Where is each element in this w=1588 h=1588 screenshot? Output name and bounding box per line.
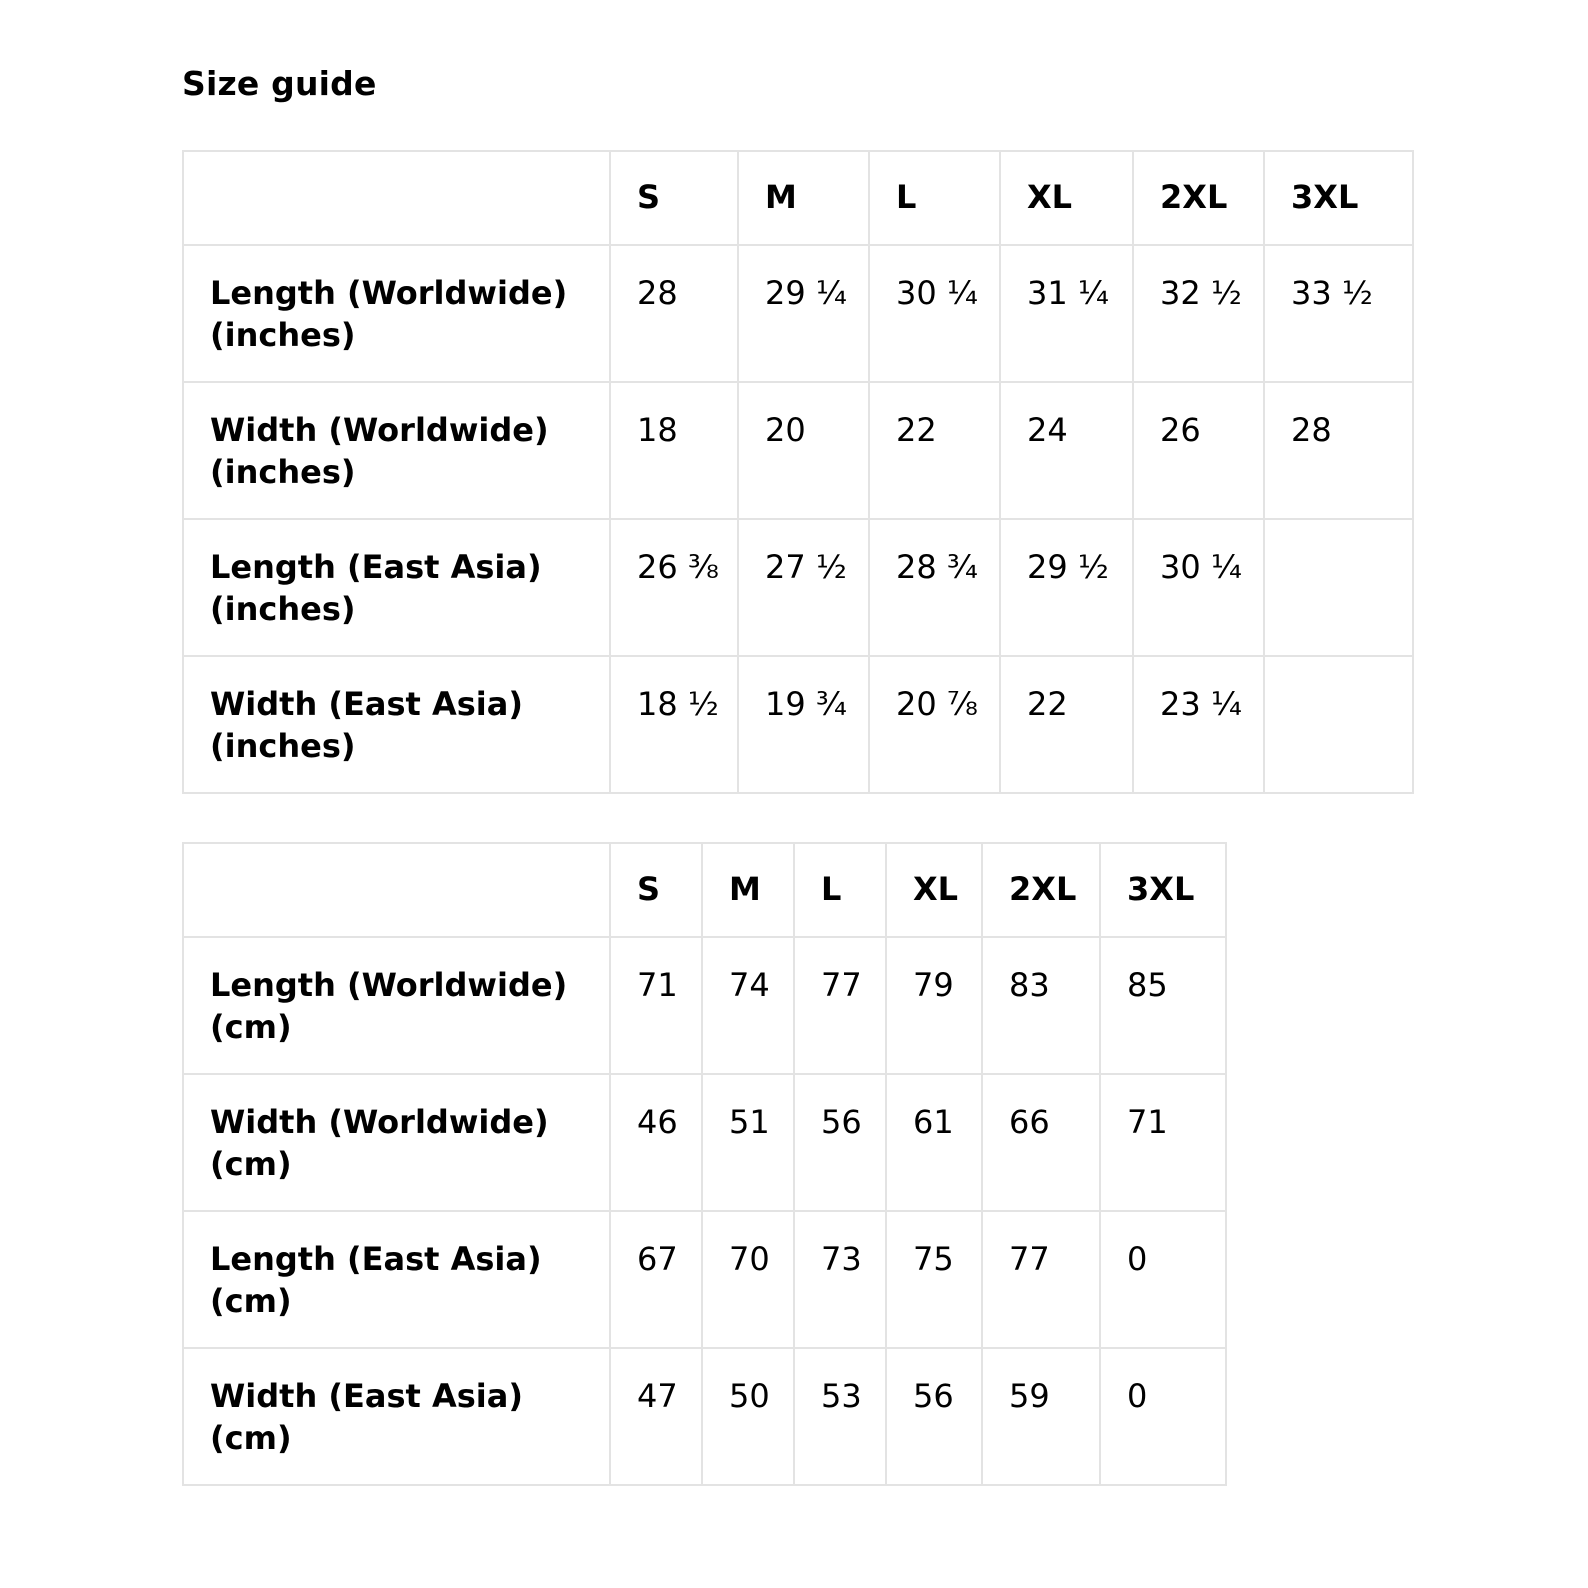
measurement-cell: 28 [1264, 382, 1413, 519]
row-label: Width (East Asia) (cm) [183, 1348, 610, 1485]
measurement-cell: 22 [1000, 656, 1133, 793]
size-header-cell: S [610, 843, 702, 937]
measurement-cell: 73 [794, 1211, 886, 1348]
row-label: Length (Worldwide) (cm) [183, 937, 610, 1074]
measurement-cell: 27 ½ [738, 519, 869, 656]
measurement-cell [1264, 656, 1413, 793]
table-row [183, 656, 1413, 793]
header-corner-cell [183, 843, 610, 937]
size-header-cell: S [610, 151, 738, 245]
table-row [183, 1348, 1226, 1485]
measurement-cell: 32 ½ [1133, 245, 1264, 382]
measurement-cell: 79 [886, 937, 982, 1074]
measurement-cell: 61 [886, 1074, 982, 1211]
table-row [183, 245, 1413, 382]
measurement-cell: 33 ½ [1264, 245, 1413, 382]
measurement-cell: 51 [702, 1074, 794, 1211]
measurement-cell: 77 [794, 937, 886, 1074]
table-row [183, 382, 1413, 519]
size-header-cell: XL [886, 843, 982, 937]
measurement-cell: 53 [794, 1348, 886, 1485]
table-header-row [183, 151, 1413, 245]
size-table-cm [182, 842, 1227, 1486]
page-title: Size guide [182, 64, 377, 103]
header-corner-cell [183, 151, 610, 245]
measurement-cell: 19 ¾ [738, 656, 869, 793]
measurement-cell: 18 [610, 382, 738, 519]
measurement-cell: 77 [982, 1211, 1100, 1348]
row-label: Width (East Asia) (inches) [183, 656, 610, 793]
measurement-cell: 20 ⅞ [869, 656, 1000, 793]
measurement-cell: 75 [886, 1211, 982, 1348]
size-header-cell: M [738, 151, 869, 245]
measurement-cell: 30 ¼ [869, 245, 1000, 382]
measurement-cell: 74 [702, 937, 794, 1074]
measurement-cell: 28 ¾ [869, 519, 1000, 656]
measurement-cell: 23 ¼ [1133, 656, 1264, 793]
size-header-cell: L [794, 843, 886, 937]
size-header-cell: 2XL [1133, 151, 1264, 245]
measurement-cell: 30 ¼ [1133, 519, 1264, 656]
size-header-cell: L [869, 151, 1000, 245]
measurement-cell: 31 ¼ [1000, 245, 1133, 382]
measurement-cell: 0 [1100, 1348, 1226, 1485]
measurement-cell: 47 [610, 1348, 702, 1485]
measurement-cell: 50 [702, 1348, 794, 1485]
table-row [183, 1074, 1226, 1211]
measurement-cell: 56 [886, 1348, 982, 1485]
measurement-cell: 28 [610, 245, 738, 382]
row-label: Length (East Asia) (cm) [183, 1211, 610, 1348]
row-label: Width (Worldwide) (cm) [183, 1074, 610, 1211]
size-header-cell: 3XL [1264, 151, 1413, 245]
measurement-cell [1264, 519, 1413, 656]
table-row [183, 519, 1413, 656]
measurement-cell: 26 [1133, 382, 1264, 519]
table-row [183, 1211, 1226, 1348]
size-table-inches [182, 150, 1414, 794]
measurement-cell: 26 ⅜ [610, 519, 738, 656]
measurement-cell: 20 [738, 382, 869, 519]
row-label: Length (East Asia) (inches) [183, 519, 610, 656]
measurement-cell: 56 [794, 1074, 886, 1211]
measurement-cell: 71 [1100, 1074, 1226, 1211]
row-label: Width (Worldwide) (inches) [183, 382, 610, 519]
measurement-cell: 66 [982, 1074, 1100, 1211]
measurement-cell: 85 [1100, 937, 1226, 1074]
measurement-cell: 46 [610, 1074, 702, 1211]
measurement-cell: 67 [610, 1211, 702, 1348]
measurement-cell: 22 [869, 382, 1000, 519]
measurement-cell: 0 [1100, 1211, 1226, 1348]
measurement-cell: 24 [1000, 382, 1133, 519]
measurement-cell: 83 [982, 937, 1100, 1074]
size-header-cell: M [702, 843, 794, 937]
size-header-cell: 2XL [982, 843, 1100, 937]
table-row [183, 937, 1226, 1074]
row-label: Length (Worldwide) (inches) [183, 245, 610, 382]
size-header-cell: 3XL [1100, 843, 1226, 937]
measurement-cell: 29 ¼ [738, 245, 869, 382]
table-header-row [183, 843, 1226, 937]
measurement-cell: 18 ½ [610, 656, 738, 793]
measurement-cell: 71 [610, 937, 702, 1074]
measurement-cell: 59 [982, 1348, 1100, 1485]
size-header-cell: XL [1000, 151, 1133, 245]
measurement-cell: 70 [702, 1211, 794, 1348]
measurement-cell: 29 ½ [1000, 519, 1133, 656]
